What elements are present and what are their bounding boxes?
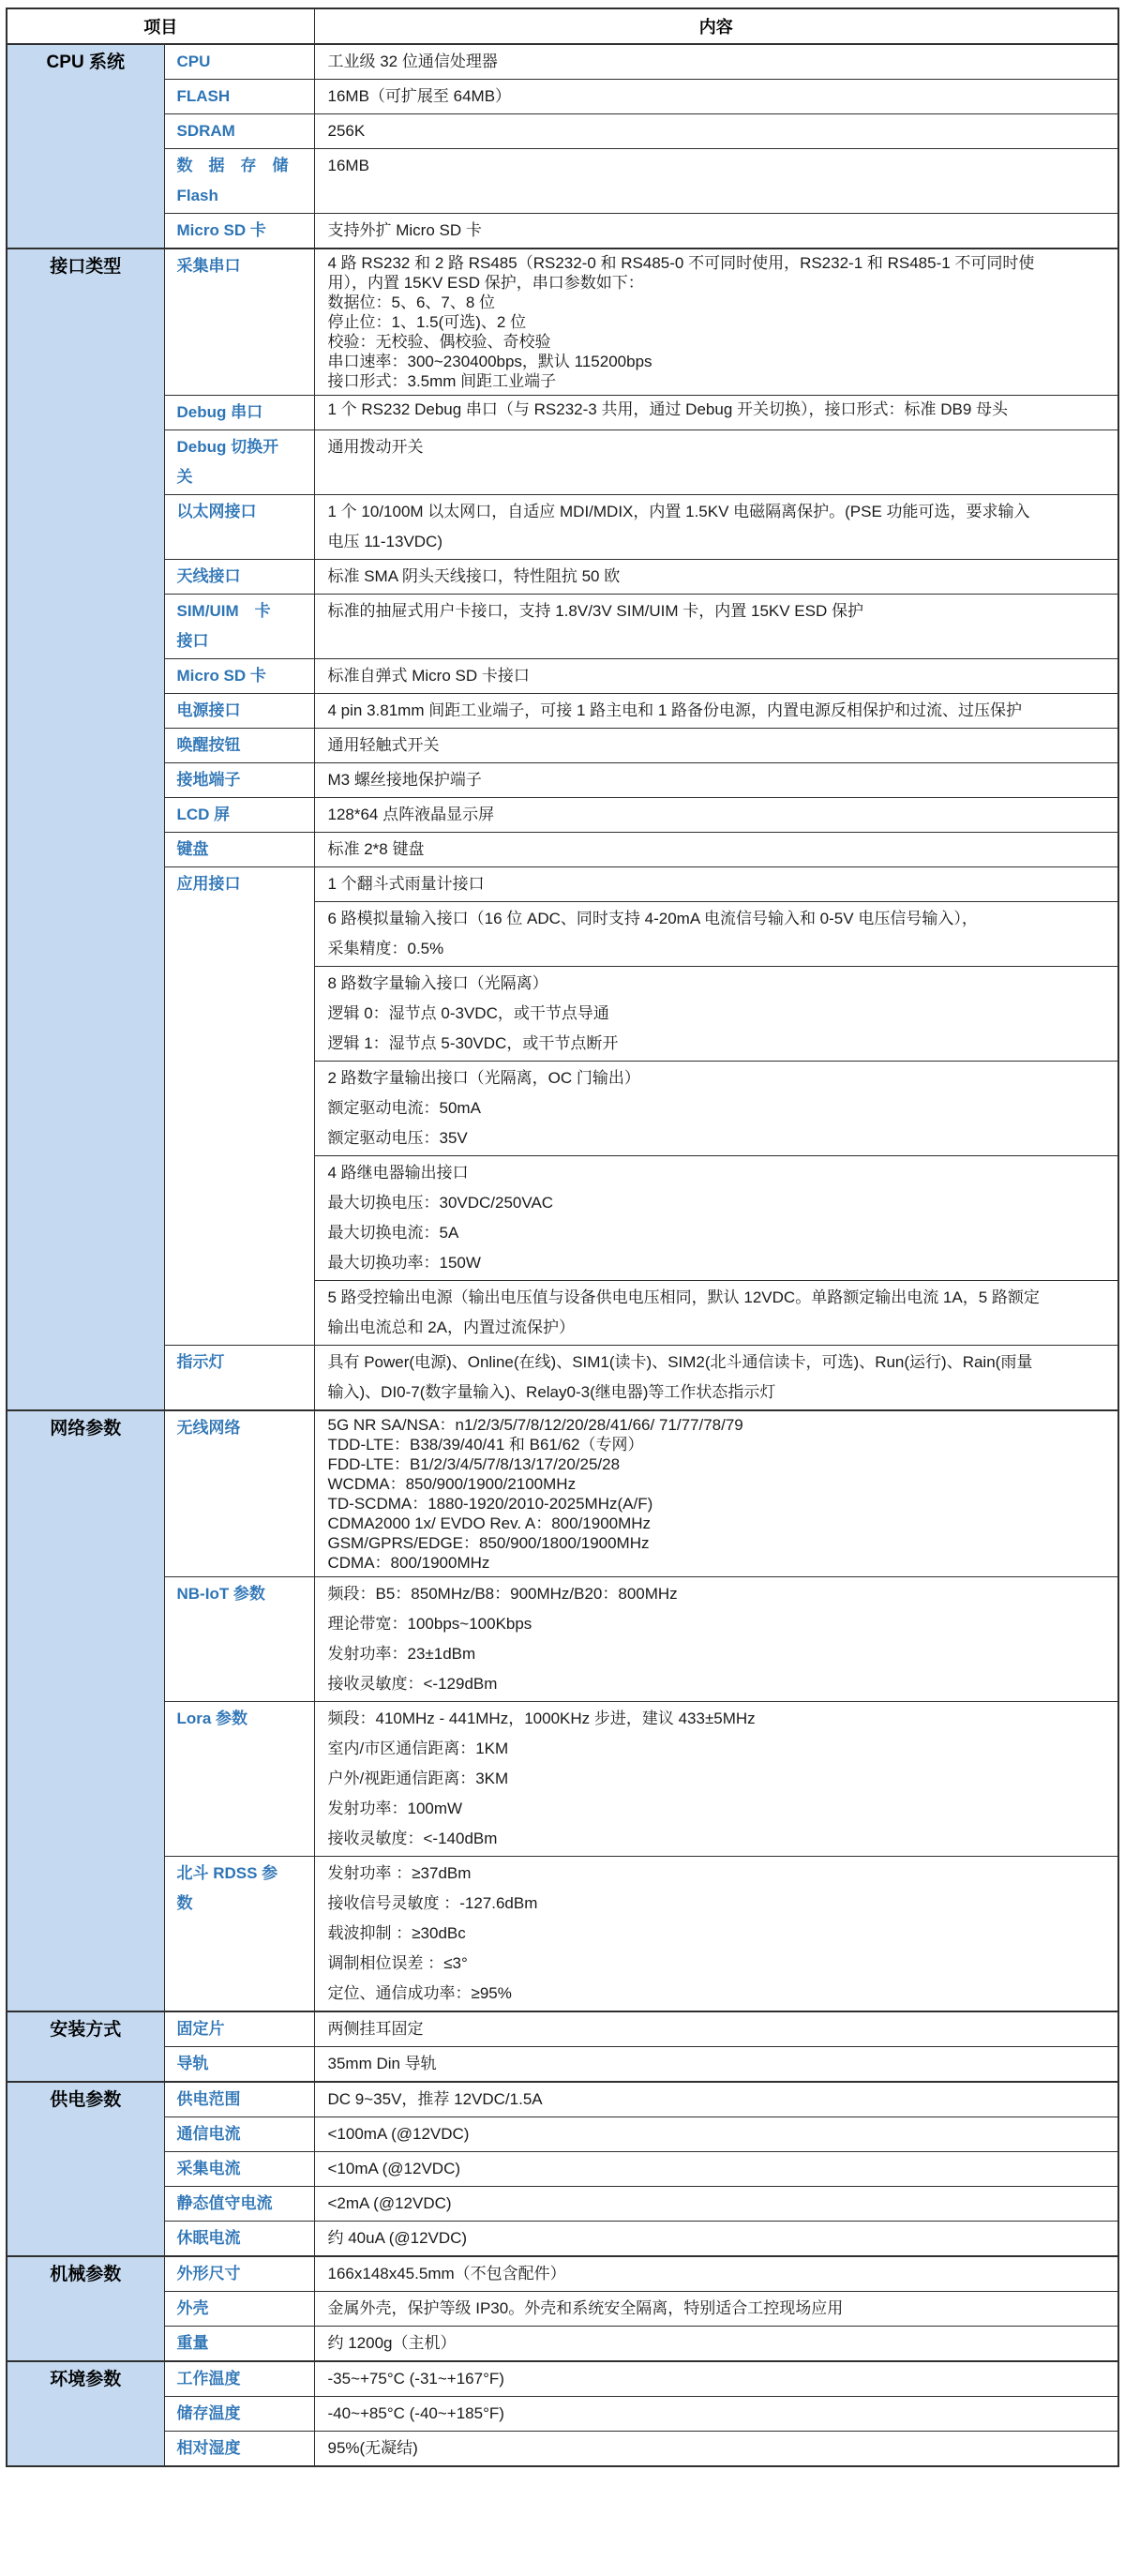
content-line: 载波抑制 ：≥30dBc xyxy=(327,1924,466,1942)
table-row xyxy=(7,798,1118,833)
row-label: 键盘 xyxy=(176,840,209,858)
content-cell xyxy=(314,694,1118,729)
content-cell xyxy=(314,2011,1118,2047)
row-label: 天线接口 xyxy=(176,567,241,585)
header-item-column: 项目 xyxy=(7,8,314,44)
content-line: 理论带宽：100bps~100Kbps xyxy=(327,1615,532,1633)
table-row xyxy=(7,867,1118,902)
content-line: M3 螺丝接地保护端子 xyxy=(327,771,482,789)
row-label-cell xyxy=(164,2152,314,2187)
content-line: 串口速率：300~230400bps，默认 115200bps xyxy=(327,353,652,370)
row-label: 采集串口 xyxy=(176,257,241,275)
content-line: 5 路受控输出电源（输出电压值与设备供电电压相同，默认 12VDC。单路额定输出电流 1A，5 路额定输出电流总和 2A，内置过流保护） xyxy=(327,1288,1040,1336)
content-cell xyxy=(314,2361,1118,2397)
row-label-cell xyxy=(164,396,314,430)
row-label-cell xyxy=(164,2047,314,2083)
row-label: NB-IoT 参数 xyxy=(176,1585,265,1603)
row-label-cell xyxy=(164,2082,314,2117)
table-row xyxy=(7,560,1118,595)
section-cell xyxy=(7,249,164,1410)
row-label: SIM/UIM 卡 xyxy=(176,602,271,620)
table-row xyxy=(7,694,1118,729)
content-line: CDMA：800/1900MHz xyxy=(327,1554,490,1572)
row-label-cell xyxy=(164,214,314,249)
section-name: 环境参数 xyxy=(50,2370,122,2389)
content-cell xyxy=(314,1410,1118,1577)
spec-table xyxy=(6,8,1119,2467)
row-label: 重量 xyxy=(176,2334,209,2352)
section-cell xyxy=(7,2082,164,2256)
content-line: 4 路 RS232 和 2 路 RS485（RS232-0 和 RS485-0 不可同时使用，RS232-1 和 RS485-1 不可同时使用），内置 15KV ESD 保护，串口参数如下： xyxy=(327,254,1035,292)
content-line: 逻辑 1：湿节点 5-30VDC，或干节点断开 xyxy=(327,1034,619,1052)
row-label-cell xyxy=(164,798,314,833)
content-line: 标准自弹式 Micro SD 卡接口 xyxy=(327,667,530,685)
row-label: 应用接口 xyxy=(176,875,241,893)
content-cell xyxy=(314,1346,1118,1411)
content-line: 发射功率：100mW xyxy=(327,1800,463,1817)
row-label: Debug 切换开 xyxy=(176,438,279,456)
content-line: GSM/GPRS/EDGE：850/900/1800/1900MHz xyxy=(327,1534,650,1552)
content-cell xyxy=(314,1281,1118,1346)
content-line: 频段：B5：850MHz/B8：900MHz/B20：800MHz xyxy=(327,1585,678,1603)
row-label-cell xyxy=(164,2292,314,2327)
section-cell xyxy=(7,2361,164,2466)
table-row xyxy=(7,2222,1118,2257)
section-cell xyxy=(7,44,164,249)
content-line: 4 pin 3.81mm 间距工业端子，可接 1 路主电和 1 路备份电源，内置电源反相保护和过流、过压保护 xyxy=(327,701,1023,719)
content-line: WCDMA：850/900/1900/2100MHz xyxy=(327,1475,577,1493)
row-label-cell xyxy=(164,2222,314,2257)
content-cell xyxy=(314,2292,1118,2327)
header-content-column: 内容 xyxy=(314,8,1118,44)
content-line: 频段：410MHz - 441MHz，1000KHz 步进，建议 433±5MHz xyxy=(327,1710,756,1727)
section-cell xyxy=(7,1410,164,2011)
table-row xyxy=(7,1857,1118,2012)
content-line: 35mm Din 导轨 xyxy=(327,2055,437,2072)
content-cell xyxy=(314,2256,1118,2292)
content-line: 接收灵敏度：<-129dBm xyxy=(327,1675,498,1693)
content-line: CDMA2000 1x/ EVDO Rev. A：800/1900MHz xyxy=(327,1514,652,1532)
row-label-cell xyxy=(164,430,314,495)
row-label-cell xyxy=(164,867,314,1346)
content-line: 标准 2*8 键盘 xyxy=(327,840,425,858)
content-cell xyxy=(314,763,1118,798)
row-label: Debug 串口 xyxy=(176,403,263,421)
content-line: 发射功率：23±1dBm xyxy=(327,1645,476,1663)
row-label: 唤醒按钮 xyxy=(176,736,241,754)
content-line: 256K xyxy=(327,122,366,140)
section-cell xyxy=(7,2011,164,2082)
row-label: 接地端子 xyxy=(176,771,241,789)
row-label: 储存温度 xyxy=(176,2404,241,2422)
row-label-cell xyxy=(164,249,314,396)
section-name: 安装方式 xyxy=(50,2020,122,2040)
row-label-cell xyxy=(164,595,314,659)
content-cell xyxy=(314,214,1118,249)
section-cell xyxy=(7,2256,164,2361)
row-label-cell xyxy=(164,2187,314,2222)
section-name: 供电参数 xyxy=(50,2090,122,2110)
content-cell xyxy=(314,2047,1118,2083)
content-cell xyxy=(314,1857,1118,2012)
content-line: 最大切换功率：150W xyxy=(327,1254,481,1272)
content-line: TD-SCDMA：1880-1920/2010-2025MHz(A/F) xyxy=(327,1495,653,1513)
content-line: <100mA (@12VDC) xyxy=(327,2125,470,2143)
content-line: 逻辑 0：湿节点 0-3VDC，或干节点导通 xyxy=(327,1004,609,1022)
content-cell xyxy=(314,729,1118,763)
table-row xyxy=(7,495,1118,560)
content-cell xyxy=(314,867,1118,902)
table-row xyxy=(7,214,1118,249)
content-line: 最大切换电流：5A xyxy=(327,1224,459,1242)
content-line: -40~+85°C (-40~+185°F) xyxy=(327,2404,504,2422)
section-name: CPU 系统 xyxy=(46,53,125,72)
content-cell xyxy=(314,1702,1118,1857)
content-cell xyxy=(314,659,1118,694)
table-row xyxy=(7,1577,1118,1702)
content-line: 16MB xyxy=(327,157,369,174)
table-row xyxy=(7,1410,1118,1577)
row-label-cell xyxy=(164,833,314,867)
content-line: 16MB（可扩展至 64MB） xyxy=(327,87,512,105)
content-line: 金属外壳，保护等级 IP30。外壳和系统安全隔离，特别适合工控现场应用 xyxy=(327,2299,844,2317)
content-line: 95%(无凝结) xyxy=(327,2439,418,2457)
table-row xyxy=(7,595,1118,659)
row-label: 通信电流 xyxy=(176,2125,241,2143)
content-cell xyxy=(314,2397,1118,2432)
content-line: 额定驱动电流：50mA xyxy=(327,1099,481,1117)
table-row xyxy=(7,1702,1118,1857)
table-row xyxy=(7,729,1118,763)
row-label: 外形尺寸 xyxy=(176,2265,241,2282)
content-line: 6 路模拟量输入接口（16 位 ADC、同时支持 4-20mA 电流信号输入和 0-5V 电压信号输入）， xyxy=(327,910,978,927)
row-label-cell xyxy=(164,2432,314,2467)
content-cell xyxy=(314,2117,1118,2152)
content-line: 4 路继电器输出接口 xyxy=(327,1164,469,1182)
row-label-cell xyxy=(164,560,314,595)
content-line: 接口形式：3.5mm 间距工业端子 xyxy=(327,372,557,390)
row-label-cell xyxy=(164,149,314,214)
content-cell xyxy=(314,80,1118,114)
content-cell xyxy=(314,833,1118,867)
table-row xyxy=(7,2187,1118,2222)
content-cell xyxy=(314,495,1118,560)
content-line: 标准的抽屉式用户卡接口，支持 1.8V/3V SIM/UIM 卡，内置 15KV ESD 保护 xyxy=(327,602,863,620)
content-line: 约 1200g（主机） xyxy=(327,2334,457,2352)
content-line: 最大切换电压：30VDC/250VAC xyxy=(327,1194,554,1212)
content-cell xyxy=(314,560,1118,595)
content-line: 8 路数字量输入接口（光隔离） xyxy=(327,974,548,992)
content-cell xyxy=(314,902,1118,967)
table-row xyxy=(7,2256,1118,2292)
content-line: 1 个 RS232 Debug 串口（与 RS232-3 共用，通过 Debug 开关切换），接口形式：标准 DB9 母头 xyxy=(327,400,1009,418)
content-cell xyxy=(314,798,1118,833)
content-cell xyxy=(314,595,1118,659)
row-label-cell xyxy=(164,2117,314,2152)
content-line: 调制相位误差 ：≤3° xyxy=(327,1954,468,1972)
table-row xyxy=(7,2361,1118,2397)
row-label-cell xyxy=(164,2327,314,2362)
table-row xyxy=(7,114,1118,149)
section-name: 机械参数 xyxy=(50,2265,122,2284)
content-line: 定位、通信成功率：≥95% xyxy=(327,1984,512,2002)
row-label: 供电范围 xyxy=(176,2090,241,2108)
content-cell xyxy=(314,396,1118,430)
row-label-cell xyxy=(164,763,314,798)
content-cell xyxy=(314,2432,1118,2467)
table-row xyxy=(7,430,1118,495)
content-cell xyxy=(314,149,1118,214)
content-line: 数据位：5、6、7、8 位 xyxy=(327,294,496,311)
row-label: Flash xyxy=(176,187,218,204)
content-line: -35~+75°C (-31~+167°F) xyxy=(327,2370,504,2388)
row-label-cell xyxy=(164,1577,314,1702)
table-row xyxy=(7,763,1118,798)
content-cell xyxy=(314,1577,1118,1702)
row-label: 以太网接口 xyxy=(176,503,257,520)
content-line: DC 9~35V，推荐 12VDC/1.5A xyxy=(327,2090,543,2108)
row-label: 静态值守电流 xyxy=(176,2194,273,2212)
row-label-cell xyxy=(164,495,314,560)
row-label: Lora 参数 xyxy=(176,1710,248,1727)
content-cell xyxy=(314,2187,1118,2222)
table-row xyxy=(7,1346,1118,1411)
content-cell xyxy=(314,114,1118,149)
content-line: 停止位：1、1.5(可选)、2 位 xyxy=(327,313,527,331)
table-row xyxy=(7,2047,1118,2083)
row-label-cell xyxy=(164,44,314,80)
content-line: 5G NR SA/NSA：n1/2/3/5/7/8/12/20/28/41/66/ 71/77/78/79 xyxy=(327,1416,743,1434)
content-line: 额定驱动电压：35V xyxy=(327,1129,468,1147)
row-label: SDRAM xyxy=(176,122,235,140)
row-label: LCD 屏 xyxy=(176,806,231,823)
content-line: 校验：无校验、偶校验、奇校验 xyxy=(327,333,551,351)
row-label-cell xyxy=(164,1346,314,1411)
table-row xyxy=(7,249,1118,396)
row-label: 数 据 存 储 xyxy=(176,157,289,174)
row-label: 外壳 xyxy=(176,2299,209,2317)
table-row xyxy=(7,2011,1118,2047)
row-label: 数 xyxy=(176,1894,193,1912)
content-cell xyxy=(314,249,1118,396)
table-row xyxy=(7,44,1118,80)
content-cell xyxy=(314,2152,1118,2187)
row-label-cell xyxy=(164,2397,314,2432)
row-label: 工作温度 xyxy=(176,2370,241,2388)
row-label-cell xyxy=(164,2011,314,2047)
row-label-cell xyxy=(164,694,314,729)
content-line: 通用轻触式开关 xyxy=(327,736,440,754)
content-cell xyxy=(314,2222,1118,2257)
content-line: <2mA (@12VDC) xyxy=(327,2194,452,2212)
row-label: Micro SD 卡 xyxy=(176,667,266,685)
row-label: FLASH xyxy=(176,87,231,105)
content-line: 通用拨动开关 xyxy=(327,438,424,456)
row-label: CPU xyxy=(176,53,211,70)
content-cell xyxy=(314,1062,1118,1156)
table-header-row xyxy=(7,8,1118,44)
table-row xyxy=(7,2117,1118,2152)
table-row xyxy=(7,2292,1118,2327)
table-row xyxy=(7,2327,1118,2362)
content-line: 1 个翻斗式雨量计接口 xyxy=(327,875,485,893)
content-line: 发射功率 ：≥37dBm xyxy=(327,1864,472,1882)
content-line: 1 个 10/100M 以太网口，自适应 MDI/MDIX，内置 1.5KV 电磁隔离保护。(PSE 功能可选，要求输入电压 11-13VDC) xyxy=(327,503,1030,550)
content-line: 采集精度：0.5% xyxy=(327,940,444,957)
content-line: FDD-LTE：B1/2/3/4/5/7/8/13/17/20/25/28 xyxy=(327,1455,621,1473)
content-line: 室内/市区通信距离：1KM xyxy=(327,1740,509,1757)
content-line: 户外/视距通信距离：3KM xyxy=(327,1770,509,1787)
row-label: 固定片 xyxy=(176,2020,225,2038)
content-line: 166x148x45.5mm（不包含配件） xyxy=(327,2265,566,2282)
row-label-cell xyxy=(164,1410,314,1577)
content-cell xyxy=(314,44,1118,80)
row-label: 导轨 xyxy=(176,2055,209,2072)
row-label-cell xyxy=(164,729,314,763)
row-label-cell xyxy=(164,80,314,114)
content-line: 128*64 点阵液晶显示屏 xyxy=(327,806,495,823)
content-line: 支持外扩 Micro SD 卡 xyxy=(327,221,482,239)
row-label-cell xyxy=(164,2361,314,2397)
content-cell xyxy=(314,430,1118,495)
table-row xyxy=(7,659,1118,694)
table-row xyxy=(7,2082,1118,2117)
content-cell xyxy=(314,2082,1118,2117)
row-label: 关 xyxy=(176,468,193,486)
table-row xyxy=(7,80,1118,114)
row-label: Micro SD 卡 xyxy=(176,221,266,239)
row-label-cell xyxy=(164,659,314,694)
table-row xyxy=(7,2432,1118,2467)
row-label: 休眠电流 xyxy=(176,2229,241,2247)
row-label-cell xyxy=(164,1857,314,2012)
row-label: 电源接口 xyxy=(176,701,241,719)
row-label: 接口 xyxy=(176,632,209,650)
table-row xyxy=(7,2152,1118,2187)
content-line: 2 路数字量输出接口（光隔离，OC 门输出） xyxy=(327,1069,640,1087)
content-line: 标准 SMA 阴头天线接口，特性阻抗 50 欧 xyxy=(327,567,621,585)
table-row xyxy=(7,396,1118,430)
table-row xyxy=(7,2397,1118,2432)
row-label: 相对湿度 xyxy=(176,2439,241,2457)
content-cell xyxy=(314,967,1118,1062)
content-line: 工业级 32 位通信处理器 xyxy=(327,53,498,70)
content-line: 两侧挂耳固定 xyxy=(327,2020,424,2038)
table-row xyxy=(7,833,1118,867)
content-line: 接收灵敏度：<-140dBm xyxy=(327,1830,498,1847)
content-line: 接收信号灵敏度 ：-127.6dBm xyxy=(327,1894,538,1912)
table-row xyxy=(7,149,1118,214)
row-label-cell xyxy=(164,2256,314,2292)
section-name: 接口类型 xyxy=(50,257,122,277)
row-label: 指示灯 xyxy=(176,1353,225,1371)
content-line: TDD-LTE：B38/39/40/41 和 B61/62（专网） xyxy=(327,1436,644,1454)
row-label: 无线网络 xyxy=(176,1419,241,1437)
row-label: 采集电流 xyxy=(176,2160,241,2177)
row-label: 北斗 RDSS 参 xyxy=(176,1864,278,1882)
content-cell xyxy=(314,2327,1118,2362)
content-line: <10mA (@12VDC) xyxy=(327,2160,461,2177)
content-line: 具有 Power(电源)、Online(在线)、SIM1(读卡)、SIM2(北斗通信读卡，可选)、Run(运行)、Rain(雨量输入)、DI0-7(数字量输入)、Relay0-3(继电器)等工作状态指示灯 xyxy=(327,1353,1033,1401)
row-label-cell xyxy=(164,114,314,149)
section-name: 网络参数 xyxy=(50,1419,122,1439)
row-label-cell xyxy=(164,1702,314,1857)
content-line: 约 40uA (@12VDC) xyxy=(327,2229,468,2247)
content-cell xyxy=(314,1156,1118,1281)
